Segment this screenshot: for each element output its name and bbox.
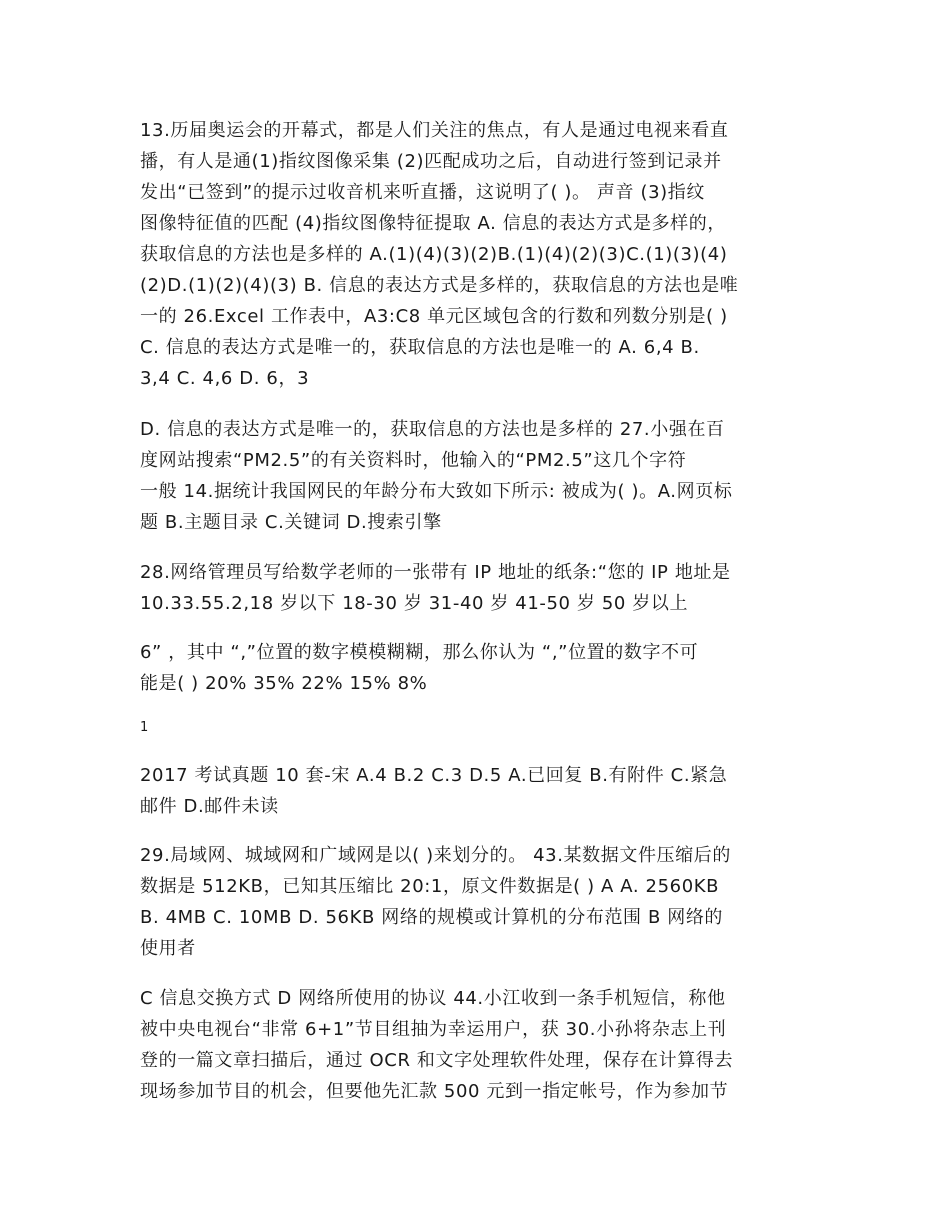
text-line: 28.网络管理员写给数学老师的一张带有 IP 地址的纸条:“您的 IP 地址是 bbox=[140, 562, 731, 583]
paragraph-q44 bbox=[140, 983, 820, 1107]
paragraph-header-2017 bbox=[140, 760, 820, 822]
text-line: 获取信息的方法也是多样的 A.(1)(4)(3)(2)B.(1)(4)(2)(3)C.(1)(3)(4) bbox=[140, 244, 728, 265]
page-number: 1 bbox=[140, 720, 149, 735]
text-line: 登的一篇文章扫描后，通过 OCR 和文字处理软件处理，保存在计算得去 bbox=[140, 1050, 734, 1071]
text-line: 题 B.主题目录 C.关键词 D.搜索引擎 bbox=[140, 512, 442, 533]
text-line: D. 信息的表达方式是唯一的，获取信息的方法也是多样的 27.小强在百 bbox=[140, 419, 725, 440]
text-line: 现场参加节目的机会，但要他先汇款 500 元到一指定帐号，作为参加节 bbox=[140, 1081, 729, 1102]
text-line: 图像特征值的匹配 (4)指纹图像特征提取 A. 信息的表达方式是多样的， bbox=[140, 213, 726, 234]
text-line: 13.历届奥运会的开幕式，都是人们关注的焦点，有人是通过电视来看直 bbox=[140, 120, 729, 141]
text-line: 度网站搜索“PM2.5”的有关资料时，他输入的“PM2.5”这几个字符 bbox=[140, 450, 687, 471]
text-line: 29.局域网、城域网和广域网是以( )来划分的。 43.某数据文件压缩后的 bbox=[140, 845, 731, 866]
text-line: 邮件 D.邮件未读 bbox=[140, 796, 279, 817]
text-line: 一的 26.Excel 工作表中，A3:C8 单元区域包含的行数和列数分别是( ) bbox=[140, 306, 728, 327]
text-line: B. 4MB C. 10MB D. 56KB 网络的规模或计算机的分布范围 B 网络的 bbox=[140, 907, 724, 928]
text-line: C. 信息的表达方式是唯一的，获取信息的方法也是唯一的 A. 6,4 B. bbox=[140, 337, 700, 358]
text-line: C 信息交换方式 D 网络所使用的协议 44.小江收到一条手机短信，称他 bbox=[140, 988, 726, 1009]
paragraph-q13 bbox=[140, 115, 820, 394]
paragraph-q29 bbox=[140, 840, 820, 964]
paragraph-q28 bbox=[140, 557, 820, 619]
text-line: (2)D.(1)(2)(4)(3) B. 信息的表达方式是多样的，获取信息的方法也是唯 bbox=[140, 275, 739, 296]
text-line: 6” ，其中 “,”位置的数字模模糊糊，那么你认为 “,”位置的数字不可 bbox=[140, 642, 699, 663]
text-line: 被中央电视台“非常 6+1”节目组抽为幸运用户，获 30.小孙将杂志上刊 bbox=[140, 1019, 727, 1040]
text-line: 播，有人是通(1)指纹图像采集 (2)匹配成功之后，自动进行签到记录并 bbox=[140, 151, 722, 172]
text-line: 10.33.55.2,18 岁以下 18-30 岁 31-40 岁 41-50 岁 50 岁以上 bbox=[140, 593, 689, 614]
paragraph-q28-cont bbox=[140, 637, 820, 699]
text-line: 3,4 C. 4,6 D. 6，3 bbox=[140, 368, 310, 389]
text-line: 发出“已签到”的提示过收音机来听直播，这说明了( )。 声音 (3)指纹 bbox=[140, 182, 705, 203]
text-line: 一般 14.据统计我国网民的年龄分布大致如下所示: 被成为( )。A.网页标 bbox=[140, 481, 733, 502]
paragraph-q27 bbox=[140, 414, 820, 538]
text-line: 数据是 512KB，已知其压缩比 20:1，原文件数据是( ) A A. 2560KB bbox=[140, 876, 720, 897]
text-line: 能是( ) 20% 35% 22% 15% 8% bbox=[140, 673, 428, 694]
text-line: 2017 考试真题 10 套-宋 A.4 B.2 C.3 D.5 A.已回复 B.有附件 C.紧急 bbox=[140, 765, 728, 786]
text-line: 使用者 bbox=[140, 938, 196, 959]
